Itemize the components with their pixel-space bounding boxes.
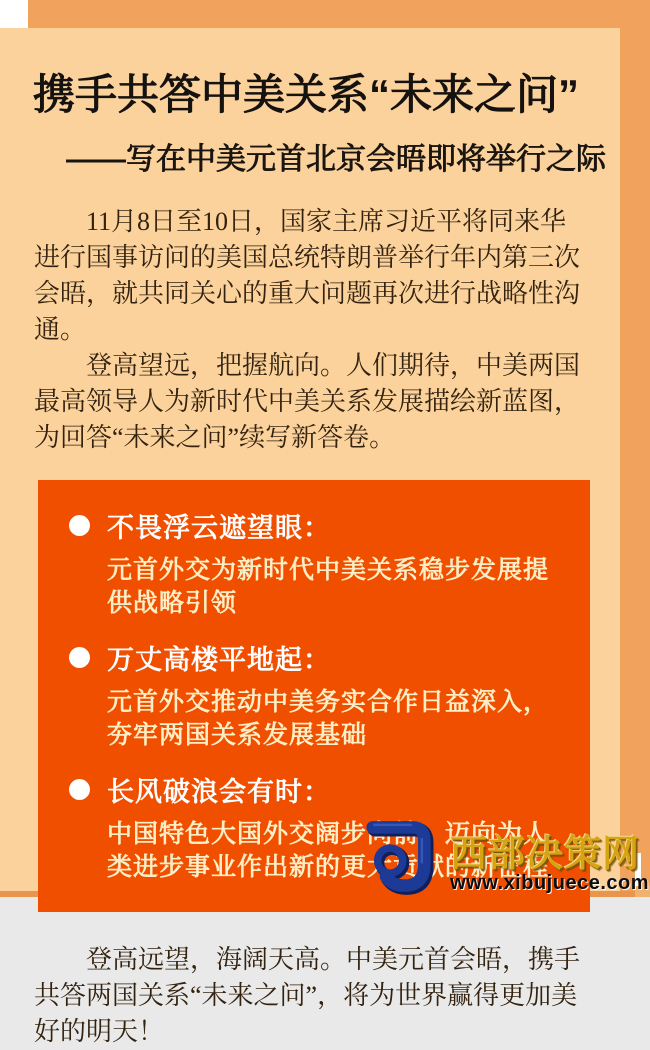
xibujuece-logo-icon — [364, 814, 448, 894]
list-item-heading-row — [56, 770, 566, 809]
bullet-dot-icon — [69, 647, 90, 668]
site-url: www.xibujuece.com — [450, 872, 649, 894]
list-item-body: 元首外交为新时代中美关系稳步发展提供战略引领 — [107, 555, 550, 617]
list-item-heading: 长风破浪会有时： — [107, 776, 331, 807]
poster-content — [0, 28, 620, 1050]
list-item-heading: 不畏浮云遮望眼： — [107, 512, 331, 543]
list-item — [56, 638, 566, 752]
list-item-body: 中国特色大国外交阔步向前，迈向为人类进步事业作出新的更大贡献的新征程 — [107, 819, 550, 881]
watermark-text — [450, 835, 649, 894]
paragraph-1: 11月8日至10日，国家主席习近平将同来华进行国事访问的美国总统特朗普举行年内第三次会晤，就共同关心的重大问题再次进行战略性沟通。 — [34, 206, 581, 344]
intro-text — [0, 204, 620, 456]
page-title: 携手共答中美关系“未来之问” — [33, 71, 580, 118]
list-item — [56, 506, 566, 620]
top-left-white-notch — [0, 0, 28, 28]
bullet-dot-icon — [69, 779, 90, 800]
page-subtitle: ——写在中美元首北京会晤即将举行之际 — [66, 142, 606, 176]
paragraph-2: 登高望远，把握航向。人们期待，中美两国最高领导人为新时代中美关系发展描绘新蓝图，为回答“未来之问”续写新答卷。 — [34, 350, 581, 452]
site-watermark — [364, 814, 649, 894]
closing-paragraph: 登高远望，海阔天高。中美元首会晤，携手共答两国关系“未来之问”，将为世界赢得更加美好的明天！ — [34, 944, 581, 1046]
top-frame-band — [28, 0, 650, 28]
closing-text — [0, 942, 620, 1050]
site-name: 西部决策网 — [450, 833, 641, 874]
list-item-heading-row — [56, 506, 566, 545]
list-item-heading-row — [56, 638, 566, 677]
list-item-body: 元首外交推动中美务实合作日益深入，夯牢两国关系发展基础 — [107, 687, 550, 749]
list-item-heading: 万丈高楼平地起： — [107, 644, 331, 675]
bullet-dot-icon — [69, 515, 90, 536]
right-frame-band — [620, 0, 650, 897]
